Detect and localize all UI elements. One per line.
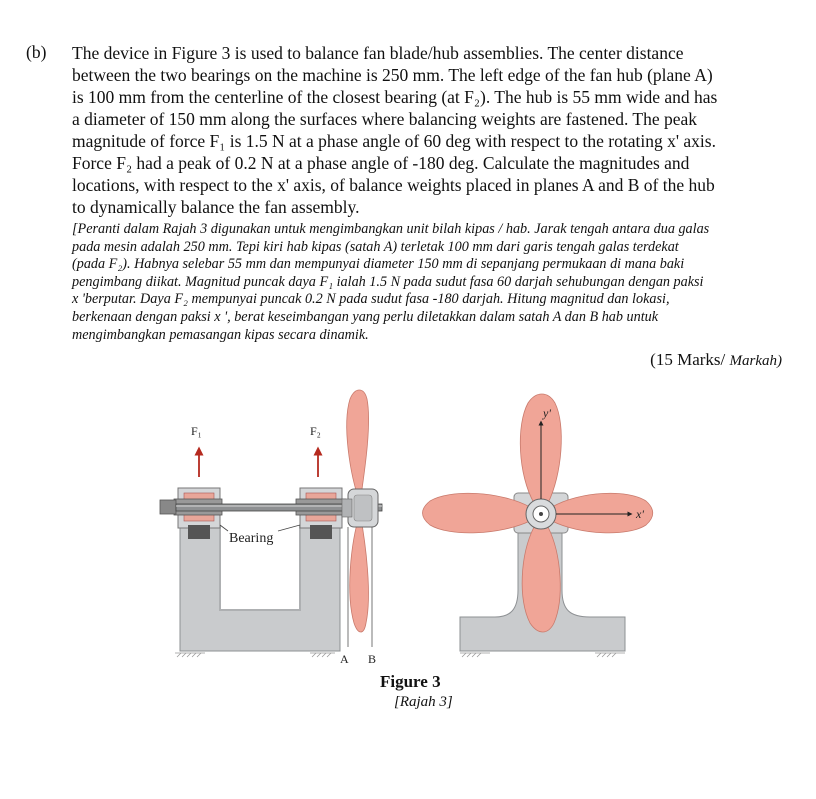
plane-b-label: B (368, 652, 377, 666)
english-line: a diameter of 150 mm along the surfaces where balancing weights are fastened. The peak (72, 109, 698, 129)
question-text-english (72, 42, 784, 218)
bearing-leader (220, 525, 228, 531)
figure-caption-malay: [Rajah 3] (394, 694, 453, 710)
english-line: between the two bearings on the machine is 250 mm. The left edge of the fan hub (plane A) (72, 65, 713, 85)
marks-english: (15 Marks/ (650, 350, 726, 369)
x-axis-label: x' (636, 507, 644, 521)
marks-malay: Markah) (729, 353, 782, 369)
figure-caption: Figure 3 (380, 672, 441, 691)
blade-down (522, 527, 560, 632)
malay-line: mengimbangkan pemasangan kipas secara dinamik. (72, 326, 369, 343)
malay-line: pada mesin adalah 250 mm. Tepi kiri hab kipas (satah A) terletak 100 mm dari garis tengah galas terdekat (72, 238, 679, 255)
english-line: magnitude of force F₁ is 1.5 N at a phase angle of 60 deg with respect to the rotating x' axis. (72, 131, 716, 151)
english-line: The device in Figure 3 is used to balance fan blade/hub assemblies. The center distance (72, 43, 684, 63)
english-line: to dynamically balance the fan assembly. (72, 197, 360, 217)
plane-a-label: A (340, 652, 349, 666)
front-view (423, 394, 653, 657)
side-view (160, 390, 382, 666)
figure-3 (150, 385, 660, 670)
y-axis-label: y' (543, 406, 551, 420)
marks (650, 350, 782, 370)
malay-line: (pada F₂). Habnya selebar 55 mm dan mempunyai diameter 150 mm di sepanjang permukaan di mana baki (72, 256, 685, 273)
force-f1-label: F₁ (191, 424, 202, 438)
fan-side (342, 390, 378, 632)
english-line: Force F₂ had a peak of 0.2 N at a phase angle of -180 deg. Calculate the magnitudes and (72, 153, 690, 173)
malay-line: [Peranti dalam Rajah 3 digunakan untuk mengimbangkan unit bilah kipas / hab. Jarak tengah antara dua galas (72, 221, 710, 237)
bearing-label: Bearing (229, 531, 274, 546)
malay-line: pengimbang diikat. Magnitud puncak daya F₁ ialah 1.5 N pada sudut fasa 60 darjah sehubungan dengan paksi (72, 273, 704, 290)
malay-line: berkenaan dengan paksi x ', berat keseimbangan yang perlu diletakkan dalam satah A dan B hab untuk (72, 308, 659, 325)
force-f2-label: F₂ (310, 424, 321, 438)
ground-hatch (175, 653, 335, 657)
malay-line: x 'berputar. Daya F₂ mempunyai puncak 0.2 N pada sudut fasa -180 darjah. Hitung magnitud dan lokasi, (72, 291, 670, 308)
question-label: (b) (26, 42, 47, 62)
question-text-malay (72, 221, 784, 344)
english-line: is 100 mm from the centerline of the closest bearing (at F₂). The hub is 55 mm wide and has (72, 87, 718, 107)
english-line: locations, with respect to the x' axis, of balance weights placed in planes A and B of the hub (72, 175, 715, 195)
